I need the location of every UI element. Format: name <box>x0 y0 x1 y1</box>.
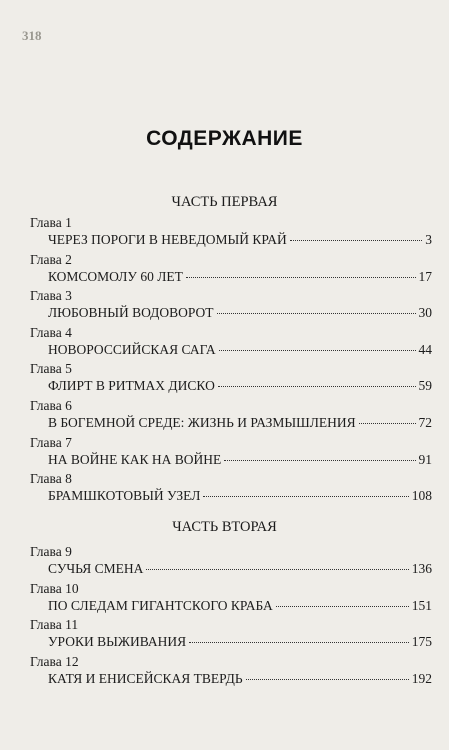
toc-entry[interactable] <box>30 215 432 252</box>
chapter-label: Глава 12 <box>30 653 79 669</box>
toc-entry[interactable] <box>30 544 432 581</box>
dot-leader <box>189 642 409 643</box>
toc-entry[interactable] <box>30 325 432 362</box>
toc-entry[interactable] <box>30 252 432 289</box>
chapter-title: БРАМШКОТОВЫЙ УЗЕЛ <box>48 488 201 504</box>
page-title: СОДЕРЖАНИЕ <box>146 127 303 150</box>
toc-entry[interactable] <box>30 617 432 654</box>
chapter-page: 59 <box>418 378 432 394</box>
chapter-title: КОМСОМОЛУ 60 ЛЕТ <box>48 268 183 284</box>
toc-part-1 <box>30 215 432 508</box>
chapter-label: Глава 3 <box>30 288 72 304</box>
toc-part-2 <box>30 544 432 690</box>
dot-leader <box>224 460 415 461</box>
chapter-page: 3 <box>425 232 432 247</box>
toc-entry[interactable] <box>30 361 432 398</box>
chapter-page: 136 <box>411 561 432 576</box>
chapter-page: 175 <box>411 634 432 650</box>
chapter-title: СУЧЬЯ СМЕНА <box>48 561 144 576</box>
chapter-title: УРОКИ ВЫЖИВАНИЯ <box>48 634 187 650</box>
dot-leader <box>290 240 423 241</box>
dot-leader <box>359 423 416 424</box>
chapter-title: НОВОРОССИЙСКАЯ САГА <box>48 341 216 357</box>
chapter-page: 108 <box>411 488 432 504</box>
chapter-page: 17 <box>418 268 432 284</box>
chapter-title: НА ВОЙНЕ КАК НА ВОЙНЕ <box>48 451 222 467</box>
toc-entry[interactable] <box>30 654 432 691</box>
chapter-label: Глава 11 <box>30 617 79 633</box>
dot-leader <box>219 350 416 351</box>
toc-entry[interactable] <box>30 435 432 472</box>
part-title-2: ЧАСТЬ ВТОРАЯ <box>172 519 277 535</box>
chapter-page: 151 <box>411 597 432 613</box>
chapter-label: Глава 10 <box>30 580 79 596</box>
chapter-title: ФЛИРТ В РИТМАХ ДИСКО <box>48 378 215 394</box>
chapter-title: ЛЮБОВНЫЙ ВОДОВОРОТ <box>48 305 214 321</box>
chapter-title: КАТЯ И ЕНИСЕЙСКАЯ ТВЕРДЬ <box>48 670 243 686</box>
toc-entry[interactable] <box>30 581 432 618</box>
dot-leader <box>276 606 409 607</box>
page-number: 318 <box>22 28 42 43</box>
dot-leader <box>146 569 408 570</box>
chapter-label: Глава 7 <box>30 434 72 450</box>
chapter-label: Глава 5 <box>30 361 72 377</box>
part-title-1: ЧАСТЬ ПЕРВАЯ <box>171 194 278 210</box>
dot-leader <box>217 313 416 314</box>
toc-entry[interactable] <box>30 398 432 435</box>
chapter-label: Глава 9 <box>30 544 72 559</box>
toc-entry[interactable] <box>30 288 432 325</box>
dot-leader <box>186 277 416 278</box>
chapter-page: 192 <box>411 670 432 686</box>
chapter-title: В БОГЕМНОЙ СРЕДЕ: ЖИЗНЬ И РАЗМЫШЛЕНИЯ <box>48 414 356 430</box>
toc-entry[interactable] <box>30 471 432 508</box>
dot-leader <box>203 496 408 497</box>
chapter-page: 44 <box>418 341 432 357</box>
dot-leader <box>218 386 416 387</box>
chapter-title: ЧЕРЕЗ ПОРОГИ В НЕВЕДОМЫЙ КРАЙ <box>48 232 287 247</box>
chapter-label: Глава 1 <box>30 215 72 230</box>
chapter-page: 91 <box>418 451 432 467</box>
chapter-label: Глава 8 <box>30 471 72 487</box>
chapter-page: 72 <box>418 414 432 430</box>
chapter-page: 30 <box>418 305 432 321</box>
dot-leader <box>246 679 409 680</box>
chapter-label: Глава 2 <box>30 251 72 267</box>
chapter-label: Глава 6 <box>30 397 72 413</box>
chapter-label: Глава 4 <box>30 324 72 340</box>
chapter-title: ПО СЛЕДАМ ГИГАНТСКОГО КРАБА <box>48 597 273 613</box>
